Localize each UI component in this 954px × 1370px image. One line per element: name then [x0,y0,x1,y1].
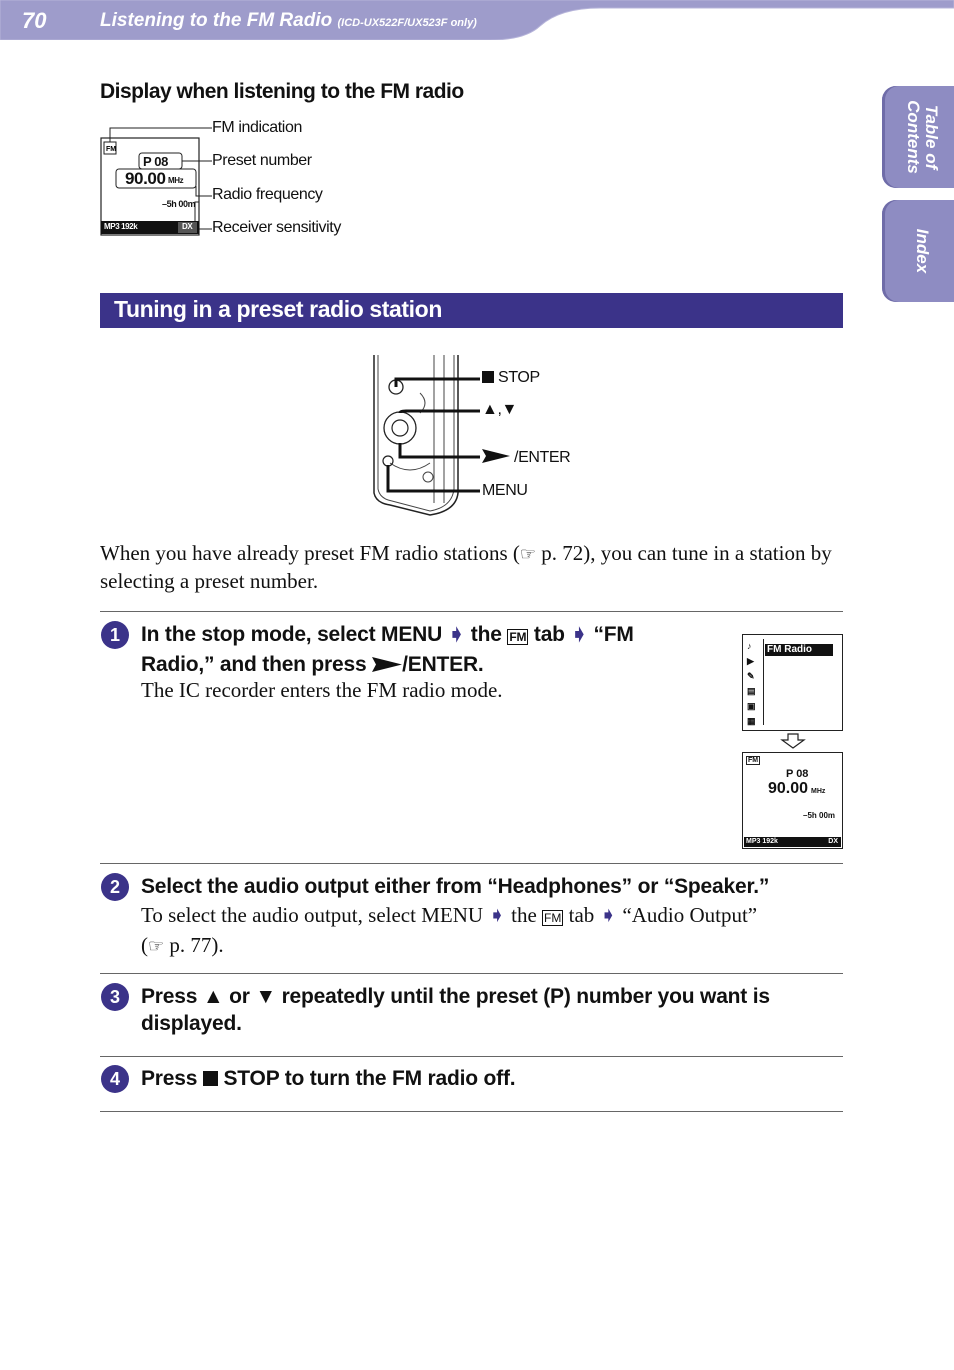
screen-status-bar [744,837,841,847]
callout-radio-frequency: Radio frequency [212,186,323,203]
callout-fm-indication: FM indication [212,119,302,136]
screen-time: –5h 00m [803,811,836,820]
step-1-body: The IC recorder enters the FM radio mode. [141,678,503,702]
step-1-title-f: /ENTER. [402,653,484,676]
down-triangle-icon: ▼ [501,401,517,418]
step-2-body-c: tab [568,903,595,927]
divider-1 [100,611,843,612]
menu-item-fm-radio: FM Radio [767,644,812,655]
stop-control-label [482,369,540,387]
arrow-right-icon: ➧ [570,623,588,646]
tools-icon: ▣ [747,701,756,711]
screen-preset: P 08 [786,768,809,780]
step-3-title-d: displayed. [141,1012,242,1035]
step-1-title-a: In the stop mode, select MENU [141,623,443,646]
menu-control-label [482,482,528,500]
updown-control-label [482,401,517,419]
screen-dx: DX [828,838,838,845]
step-3-title-a: Press [141,985,198,1008]
callout-preset-number: Preset number [212,152,312,169]
fm-tab-icon: FM [544,911,562,925]
intro-text-a: When you have already preset FM radio stations ( [100,541,520,565]
display-unit: MHz [168,176,184,185]
step-2-body-b: the [511,903,537,927]
menu-selected-item [765,644,833,656]
list-icon: ▤ [747,686,756,696]
stop-square-icon [203,1071,218,1086]
step-2-body-f: p. 77). [164,933,224,957]
menu-screen [742,634,843,731]
index-tab-label: Index [913,228,932,274]
step-3-badge: 3 [101,983,129,1011]
display-frequency: 90.00 [125,169,166,188]
fm-radio-screen [742,752,843,849]
fm-screen-icon: FM [748,757,759,764]
step-4-title [141,1065,831,1092]
intro-paragraph [100,540,840,595]
edit-icon: ✎ [747,671,755,681]
up-triangle-icon: ▲ [202,985,224,1008]
step-4-badge: 4 [101,1065,129,1093]
step-1-title-e: Radio,” and then press [141,653,367,676]
callout-receiver-sensitivity: Receiver sensitivity [212,219,341,236]
divider-2 [100,863,843,864]
play-enter-icon [482,449,510,463]
fm-icon: ▦ [747,716,756,726]
arrow-right-icon: ➧ [488,903,506,927]
display-time: –5h 00m [162,199,196,209]
step-3-title [141,983,831,1037]
step-3-title-b: or [229,985,250,1008]
divider-4 [100,1056,843,1057]
step-1-title-b: the [470,623,502,646]
step-2-body-d: “Audio Output” [622,903,758,927]
recorder-controls-diagram [370,353,490,519]
intro-text-b: p. 72), you can tune in a station by selecting a preset number. [100,541,832,593]
step-1-title-d: “FM [593,623,634,646]
section-banner-title: Tuning in a preset radio station [114,296,442,322]
page-number: 70 [22,8,47,33]
step-2-body [141,902,841,960]
display-format: MP3 192k [104,222,138,231]
arrow-right-icon: ➧ [599,903,618,927]
step-2-body-a: To select the audio output, select MENU [141,903,484,927]
enter-control-label [482,449,570,467]
arrow-right-icon: ➧ [447,623,466,646]
section-banner [100,293,843,328]
display-section-heading: Display when listening to the FM radio [100,80,464,103]
stop-label: STOP [498,369,540,386]
table-of-contents-tab[interactable] [882,86,954,188]
step-2-title: Select the audio output either from “Headphones” or “Speaker.” [141,875,770,898]
display-dx: DX [182,222,193,231]
step-1-title-c: tab [533,623,565,646]
screen-format: MP3 192k [746,838,778,845]
menu-label: MENU [482,482,528,499]
down-arrow-icon [780,733,806,749]
reference-hand-icon: ☞ [519,544,537,564]
step-4-title-a: Press [141,1067,198,1090]
menu-icon-column [747,639,764,725]
screen-unit: MHz [811,788,826,795]
step-2-body-e: ( [141,933,148,957]
step-2-badge: 2 [101,873,129,901]
svg-text:FM: FM [106,146,117,153]
screen-frequency: 90.00 [768,780,809,797]
display-preset: P 08 [143,154,168,169]
play-icon: ▶ [747,656,754,666]
step-1-title [141,621,701,678]
header-title-text: Listening to the FM Radio [100,10,333,31]
index-tab[interactable] [882,200,954,302]
updown-separator: , [497,401,502,418]
step-1-badge: 1 [101,621,129,649]
up-triangle-icon: ▲ [482,401,498,418]
divider-5 [100,1111,843,1112]
step-4-title-b: STOP to turn the FM radio off. [223,1067,516,1090]
toc-tab-label: Table of Contents [904,100,941,174]
fm-tab-icon: FM [509,630,527,644]
enter-label: /ENTER [514,449,571,466]
play-enter-icon [372,657,402,672]
stop-square-icon [482,371,494,383]
down-triangle-icon: ▼ [255,985,276,1008]
mic-icon: ♪ [747,641,752,651]
step-3-title-c: repeatedly until the preset (P) number you want is [281,985,770,1008]
header-title-note: (ICD-UX522F/UX523F only) [337,17,477,29]
reference-hand-icon: ☞ [148,936,165,956]
divider-3 [100,973,843,974]
page-header-title [100,10,477,32]
